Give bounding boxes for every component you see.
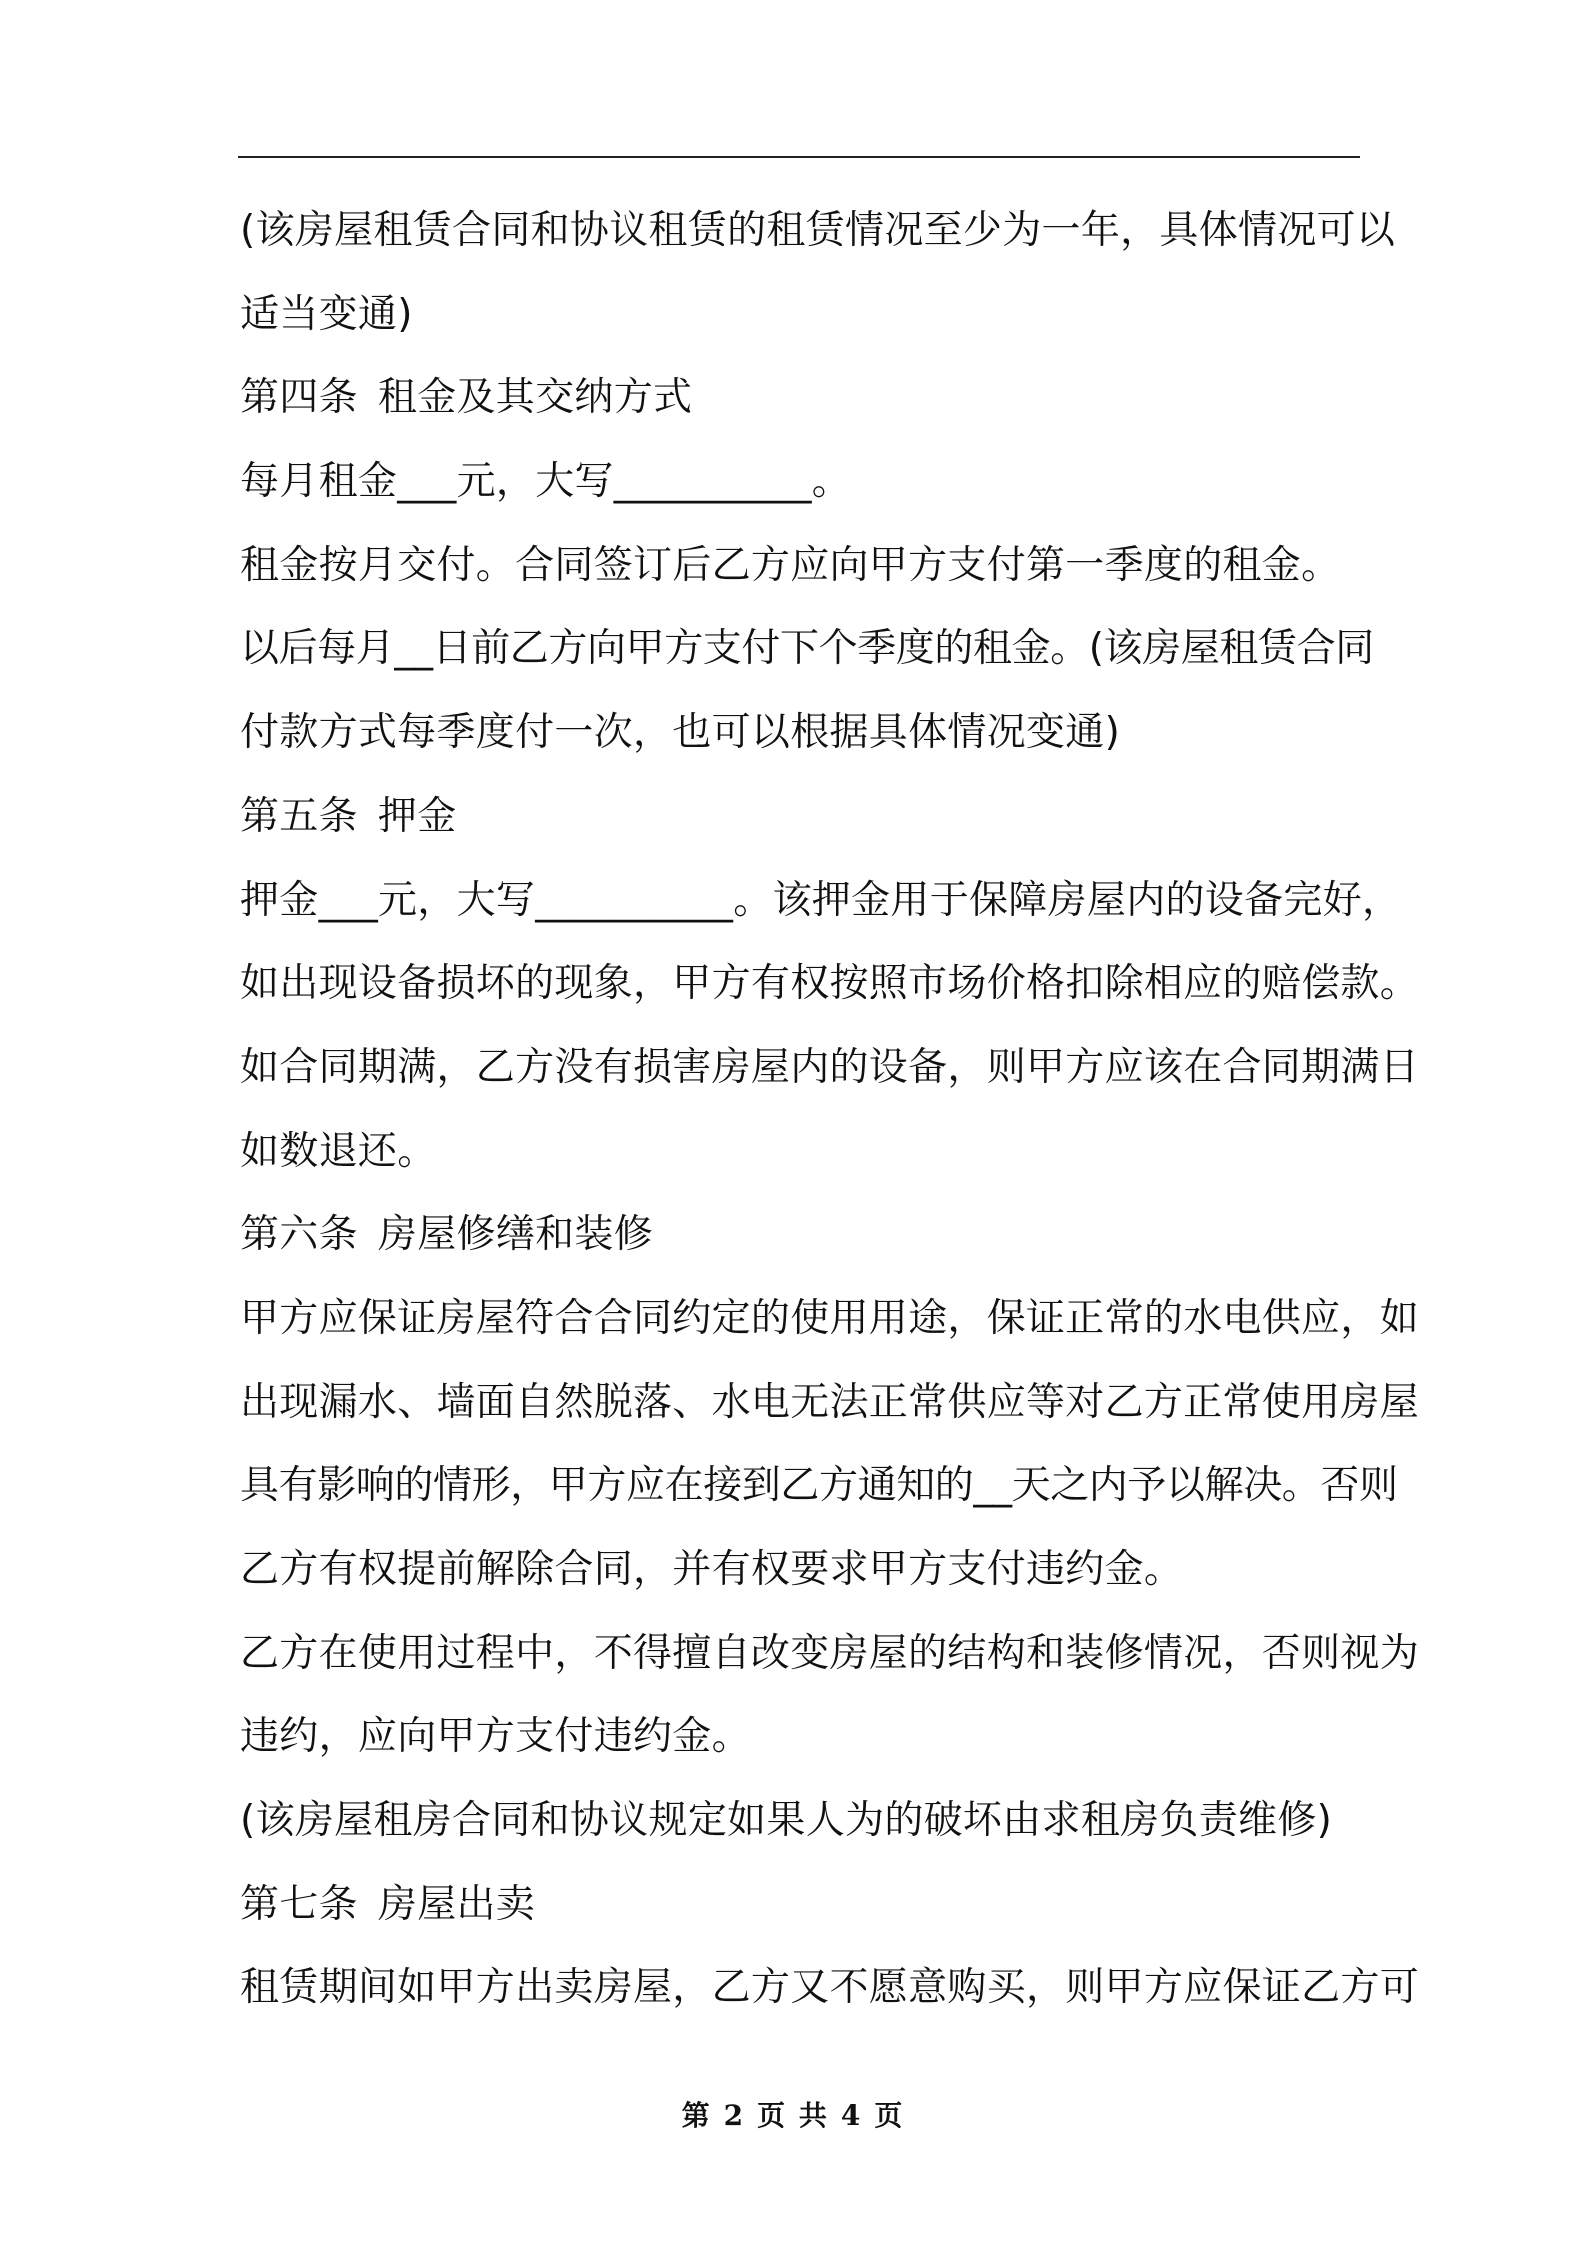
paragraph-line: 租金按月交付。合同签订后乙方应向甲方支付第一季度的租金。 (240, 542, 1341, 588)
article-number: 第四条 (240, 375, 358, 421)
article-5-heading (240, 775, 1370, 859)
footer-middle: 页 共 (757, 2099, 829, 2132)
page-footer (0, 2094, 1586, 2134)
paragraph-line: (该房屋租房合同和协议规定如果人为的破坏由求租房负责维修) (240, 1798, 1333, 1844)
paragraph-line: 乙方有权提前解除合同，并有权要求甲方支付违约金。 (240, 1547, 1184, 1592)
paragraph-line: (该房屋租赁合同和协议租赁的租赁情况至少为一年，具体情况可以 (240, 208, 1396, 253)
paragraph-line: 适当变通) (240, 291, 413, 337)
paragraph-line: 出现漏水、墙面自然脱落、水电无法正常供应等对乙方正常使用房屋 (240, 1379, 1420, 1425)
paragraph-line: 乙方在使用过程中，不得擅自改变房屋的结构和装修情况，否则视为 (240, 1630, 1420, 1676)
article-4-heading (240, 356, 1370, 440)
paragraph-line: 每月租金___元，大写__________。 (240, 459, 852, 505)
footer-total-pages: 4 (840, 2099, 863, 2132)
article-title: 押金 (377, 793, 457, 839)
paragraph-line: 如合同期满，乙方没有损害房屋内的设备，则甲方应该在合同期满日 (240, 1044, 1420, 1090)
article-title: 租金及其交纳方式 (377, 375, 693, 421)
article-title: 房屋出卖 (377, 1881, 536, 1927)
footer-prefix: 第 (681, 2099, 712, 2132)
document-body (240, 189, 1420, 2030)
paragraph-line: 以后每月__日前乙方向甲方支付下个季度的租金。(该房屋租赁合同 (240, 626, 1374, 672)
paragraph-line: 租赁期间如甲方出卖房屋，乙方又不愿意购买，则甲方应保证乙方可 (240, 1965, 1420, 2011)
article-7-heading (240, 1863, 1370, 1947)
paragraph-line: 付款方式每季度付一次，也可以根据具体情况变通) (240, 710, 1121, 756)
footer-suffix: 页 (874, 2099, 905, 2132)
paragraph-line: 甲方应保证房屋符合合同约定的使用用途，保证正常的水电供应，如 (240, 1295, 1420, 1341)
paragraph-line: 具有影响的情形，甲方应在接到乙方通知的__天之内予以解决。否则 (240, 1463, 1398, 1509)
article-title: 房屋修缮和装修 (377, 1212, 654, 1258)
article-6-heading (240, 1193, 1370, 1277)
article-number: 第七条 (240, 1881, 358, 1927)
header-rule (238, 156, 1360, 158)
article-number: 第五条 (240, 793, 358, 839)
paragraph-line: 如数退还。 (240, 1128, 437, 1174)
paragraph-line: 押金___元，大写__________。该押金用于保障房屋内的设备完好， (240, 877, 1402, 923)
paragraph-line: 如出现设备损坏的现象，甲方有权按照市场价格扣除相应的赔偿款。 (240, 961, 1420, 1007)
paragraph-line: 违约，应向甲方支付违约金。 (240, 1714, 751, 1760)
footer-page-number: 2 (723, 2099, 746, 2132)
article-number: 第六条 (240, 1212, 358, 1258)
